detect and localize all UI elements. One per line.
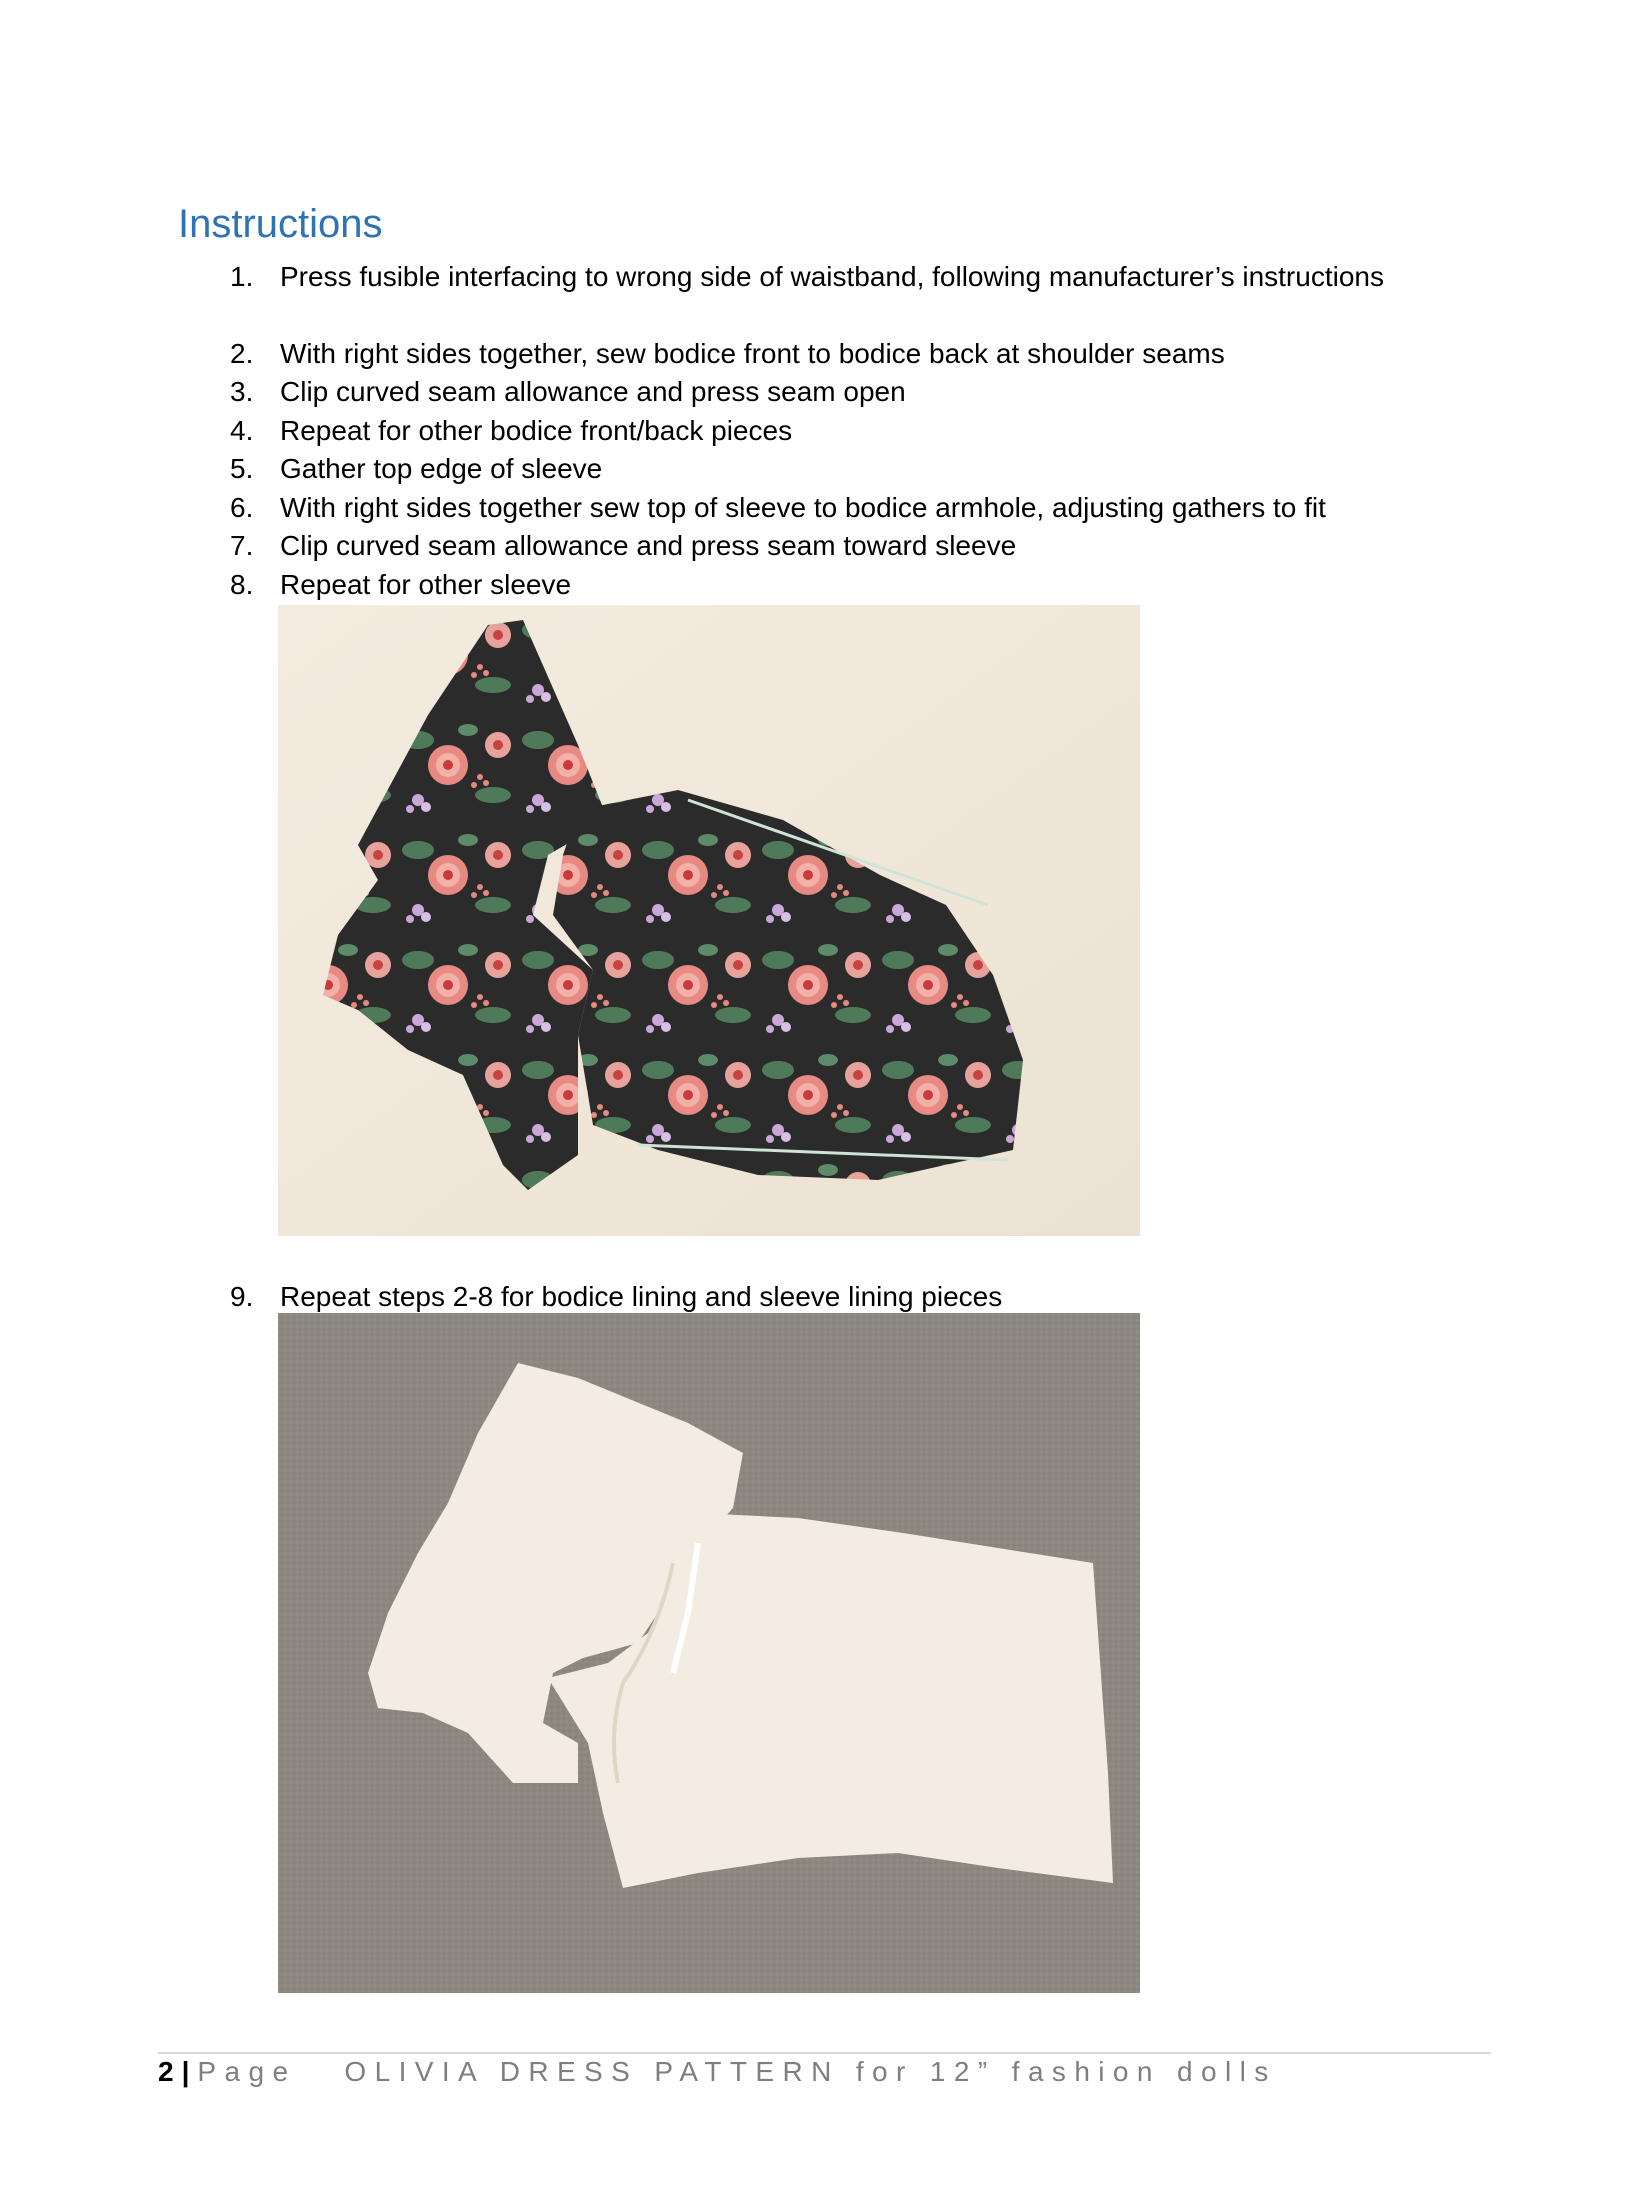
page-label: Page bbox=[197, 2056, 297, 2087]
step-text: Repeat for other bodice front/back pieces bbox=[280, 415, 793, 446]
step-number: 2. bbox=[230, 338, 254, 369]
step-text: Press fusible interfacing to wrong side of waistband, following manufacturer’s instructions bbox=[280, 261, 1384, 292]
step-text: Repeat for other sleeve bbox=[280, 569, 572, 600]
step-text: Repeat steps 2-8 for bodice lining and sleeve lining pieces bbox=[280, 1281, 1003, 1312]
page-number: 2 bbox=[158, 2056, 174, 2087]
step-text: Gather top edge of sleeve bbox=[280, 453, 603, 484]
step-number: 8. bbox=[230, 569, 254, 600]
step-number: 6. bbox=[230, 492, 254, 523]
floral-bodice-photo bbox=[278, 605, 1140, 1236]
page-title: Instructions bbox=[178, 202, 383, 246]
step-text: With right sides together sew top of sleeve to bodice armhole, adjusting gathers to fit bbox=[280, 492, 1326, 523]
step-number: 9. bbox=[230, 1281, 254, 1312]
footer-divider bbox=[158, 2052, 1491, 2054]
step-text: Clip curved seam allowance and press seam open bbox=[280, 376, 906, 407]
lining-bodice-photo bbox=[278, 1313, 1140, 1993]
step-number: 5. bbox=[230, 453, 254, 484]
page-footer bbox=[158, 2056, 1277, 2088]
footer-separator: | bbox=[181, 2056, 190, 2087]
document-title: OLIVIA DRESS PATTERN for 12” fashion dolls bbox=[344, 2056, 1277, 2087]
step-text: With right sides together, sew bodice front to bodice back at shoulder seams bbox=[280, 338, 1225, 369]
step-number: 1. bbox=[230, 261, 254, 292]
step-number: 7. bbox=[230, 530, 254, 561]
step-number: 4. bbox=[230, 415, 254, 446]
step-text: Clip curved seam allowance and press seam toward sleeve bbox=[280, 530, 1017, 561]
step-number: 3. bbox=[230, 376, 254, 407]
